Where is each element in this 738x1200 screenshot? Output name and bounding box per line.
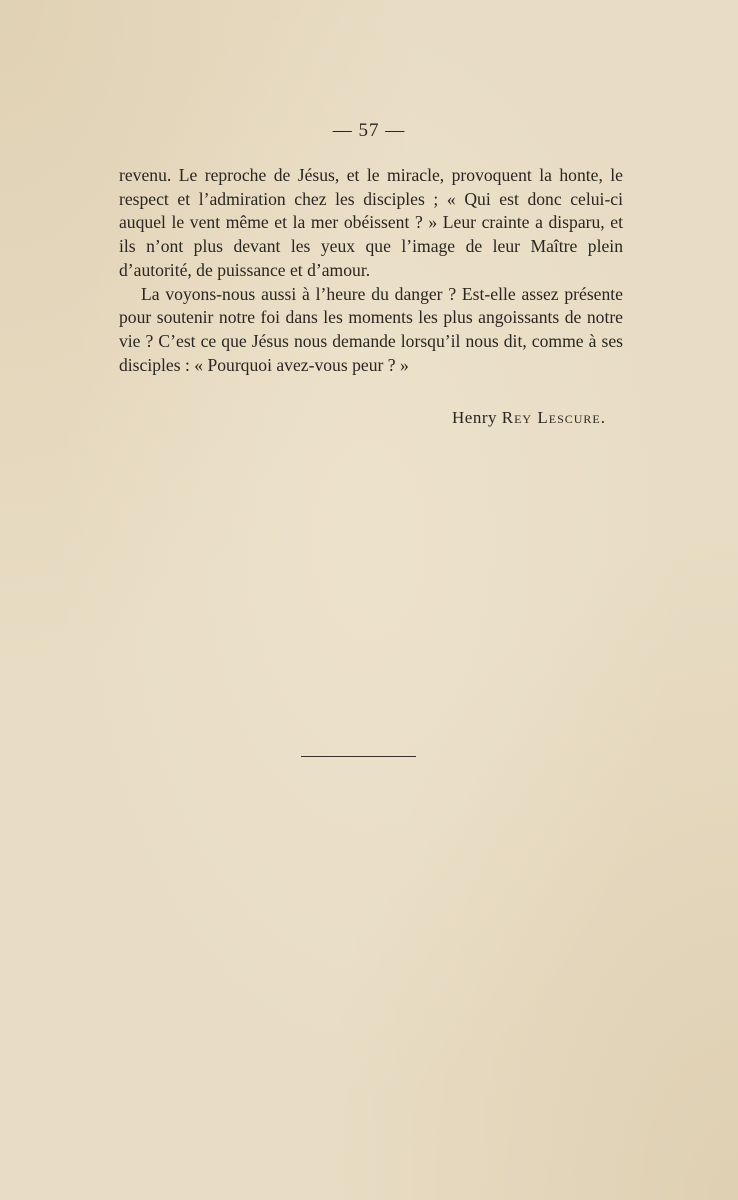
- page-number: — 57 —: [332, 120, 406, 141]
- signature-last-name: Rey Lescure.: [501, 408, 606, 427]
- body-text: [119, 164, 623, 377]
- section-divider: [301, 756, 416, 757]
- signature: [300, 408, 606, 428]
- paragraph-1: revenu. Le reproche de Jésus, et le miracle, provoquent la honte, le respect et l’admiration chez les disciples ; « Qui est donc celui-ci auquel le vent même et la mer obéissent ? » Leur crainte a disparu, et ils n’ont plus devant les yeux que l’image de leur Maître plein d’autorité, de puissance et d’amour.: [119, 165, 623, 280]
- paragraph-2: La voyons-nous aussi à l’heure du danger ? Est-elle assez présente pour soutenir notre foi dans les moments les plus angoissants de notre vie ? C’est ce que Jésus nous demande lorsqu’il nous dit, comme à ses disciples : « Pourquoi avez-vous peur ? »: [119, 283, 623, 375]
- signature-first-name: Henry: [452, 408, 498, 427]
